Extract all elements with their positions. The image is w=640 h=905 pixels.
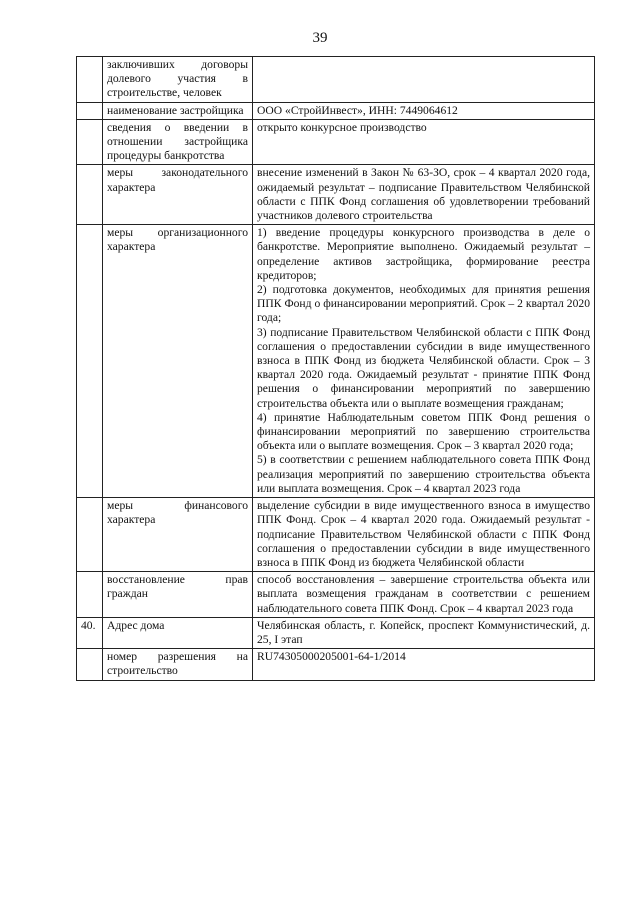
table-row [77,649,595,680]
row-number [77,119,103,165]
row-label: номер разрешения на строительство [103,649,253,680]
row-label: меры финансового характера [103,498,253,572]
table-row [77,119,595,165]
table-row [77,102,595,119]
measure-paragraph: 4) принятие Наблюдательным советом ППК Фонд решения о финансировании мероприятий по завершению строительства объекта или о выплате возмещения. Срок – 3 квартал 2020 года; [257,410,590,453]
row-label: меры законодательного характера [103,165,253,225]
row-number [77,498,103,572]
row-label: наименование застройщика [103,102,253,119]
row-number [77,165,103,225]
measure-paragraph: 1) введение процедуры конкурсного производства в деле о банкротстве. Мероприятие выполнено. Ожидаемый результат – определение активов застройщика, формирование реестра кредиторов; [257,226,590,282]
row-value: ООО «СтройИнвест», ИНН: 7449064612 [253,102,595,119]
row-number [77,102,103,119]
row-number [77,572,103,618]
table-row [77,165,595,225]
project-info-table [76,56,595,681]
row-number [77,225,103,498]
row-label: восстановление прав граждан [103,572,253,618]
measure-paragraph: 3) подписание Правительством Челябинской области с ППК Фонд соглашения о предоставлении субсидии в виде имущественного взноса в ППК Фонд из бюджета Челябинской области. Срок – 3 квартал 2020 года. Ожидаемый результат - принятие ППК Фонд решения о финансировании мероприятий по завершению строительства объекта или о выплате возмещения гражданам; [257,325,590,410]
measure-paragraph: 2) подготовка документов, необходимых для принятия решения ППК Фонд о финансировании мероприятий. Срок – 2 квартал 2020 года; [257,283,590,325]
row-label: заключивших договоры долевого участия в строительстве, человек [103,57,253,103]
row-label: сведения о введении в отношении застройщика процедуры банкротства [103,119,253,165]
page-number: 39 [312,30,328,46]
row-value: внесение изменений в Закон № 63-ЗО, срок – 4 квартал 2020 года, ожидаемый результат – подписание Правительством Челябинской области с ППК Фонд соглашения об удовлетворении требований участников долевого строительства [253,165,595,225]
row-value [253,225,595,498]
table-row [77,225,595,498]
row-value: Челябинская область, г. Копейск, проспект Коммунистический, д. 25, I этап [253,617,595,648]
row-value [253,57,595,103]
row-value: способ восстановления – завершение строительства объекта или выплата возмещения гражданам в соответствии с решением наблюдательного совета ППК Фонд. Срок – 4 квартал 2023 года [253,572,595,618]
row-value: RU74305000205001-64-1/2014 [253,649,595,680]
table-row [77,572,595,618]
row-number: 40. [77,617,103,648]
row-value: открыто конкурсное производство [253,119,595,165]
measure-paragraph: 5) в соответствии с решением наблюдательного совета ППК Фонд реализация мероприятий по завершению строительства объекта или выплата возмещения. Срок – 4 квартал 2023 года [257,453,590,495]
row-number [77,649,103,680]
table-row [77,57,595,103]
table-row [77,617,595,648]
row-number [77,57,103,103]
table-row [77,498,595,572]
row-label: меры организационного характера [103,225,253,498]
row-label: Адрес дома [103,617,253,648]
row-value: выделение субсидии в виде имущественного взноса в имущество ППК Фонд. Срок – 4 квартал 2020 года. Ожидаемый результат - подписание Правительством Челябинской области с ППК Фонд соглашения о предоставлении субсидии в виде имущественного взноса в ППК Фонд из бюджета Челябинской области [253,498,595,572]
